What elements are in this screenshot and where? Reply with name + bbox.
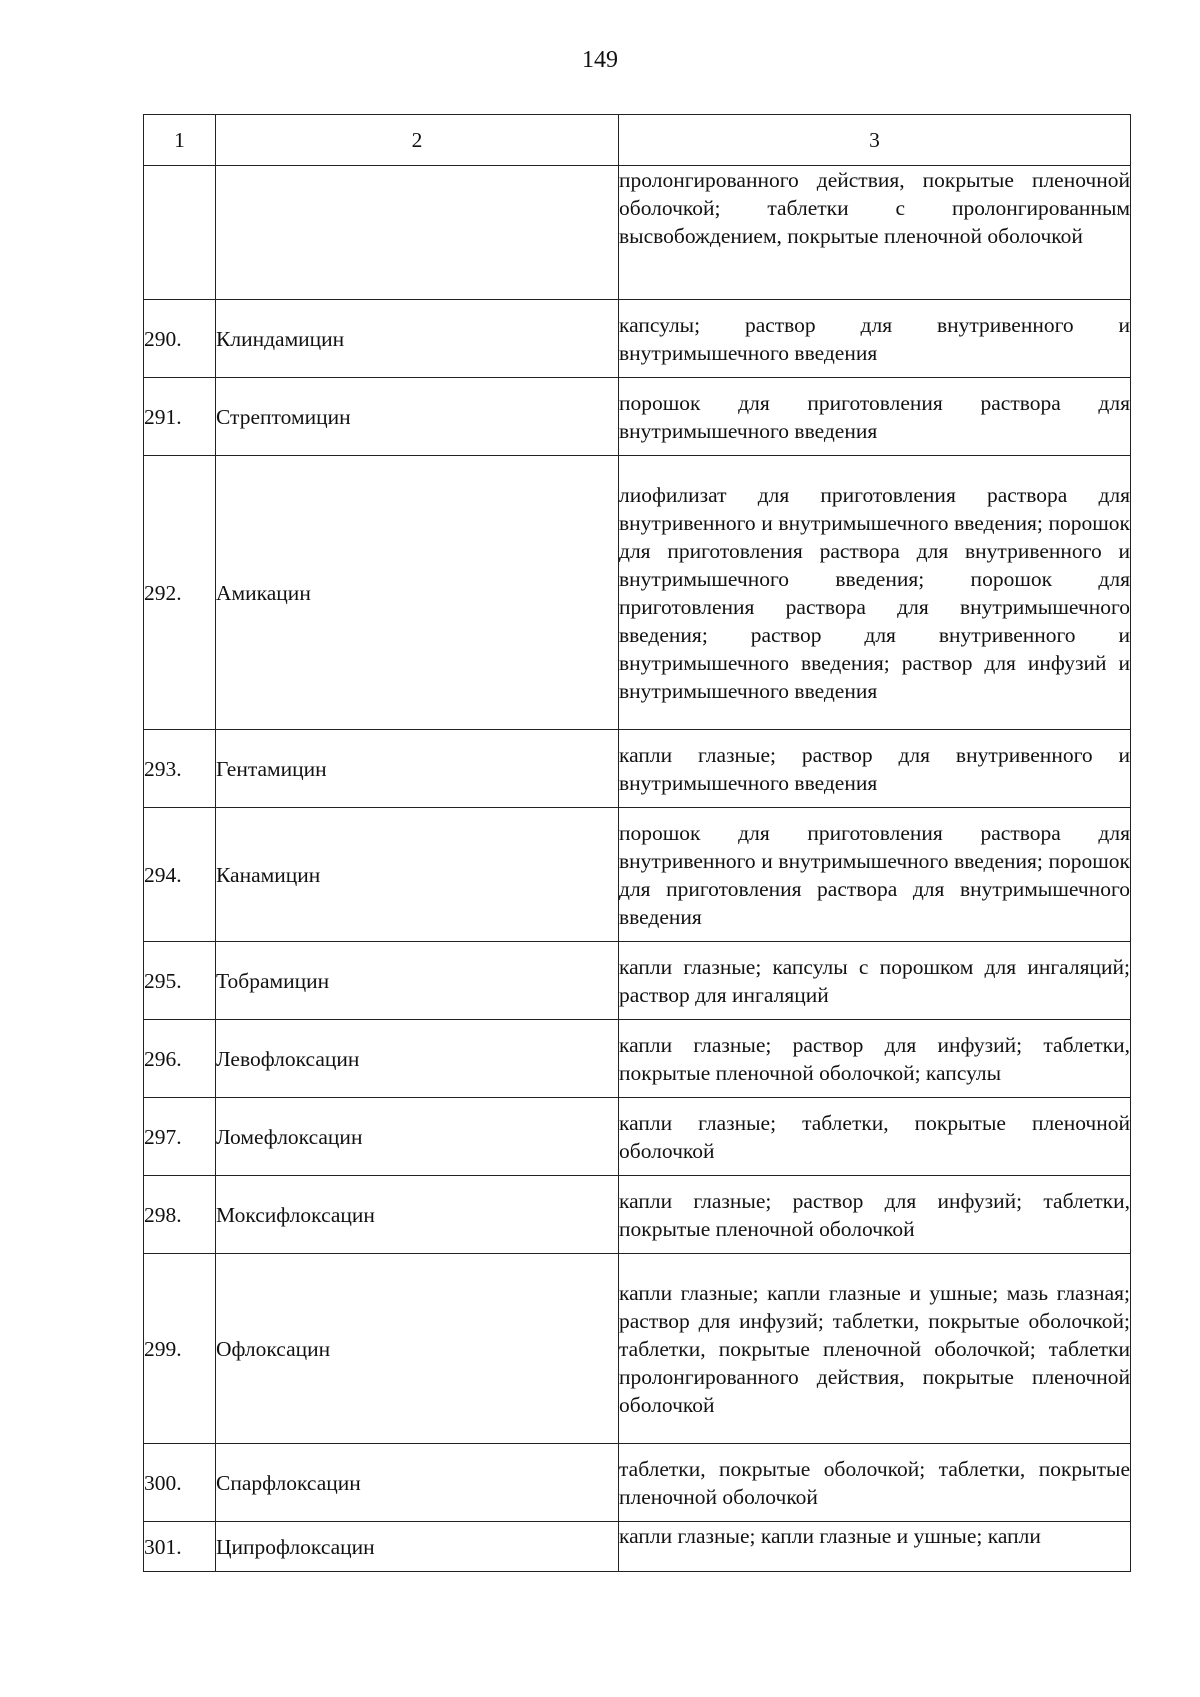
- row-number: 295.: [144, 942, 216, 1020]
- row-number: 296.: [144, 1020, 216, 1098]
- row-number: 291.: [144, 378, 216, 456]
- table-header-row: [144, 115, 1131, 166]
- dosage-form: капли глазные; раствор для инфузий; таблетки, покрытые пленочной оболочкой: [619, 1176, 1131, 1254]
- drug-name: Ломефлоксацин: [216, 1098, 619, 1176]
- table-row: [144, 942, 1131, 1020]
- row-number: 293.: [144, 730, 216, 808]
- table-row: [144, 1098, 1131, 1176]
- drug-name: Левофлоксацин: [216, 1020, 619, 1098]
- row-number: [144, 166, 216, 300]
- table-row: [144, 166, 1131, 300]
- column-header-2: 2: [216, 115, 619, 166]
- drug-name: Моксифлоксацин: [216, 1176, 619, 1254]
- row-number: 294.: [144, 808, 216, 942]
- dosage-form: капли глазные; капли глазные и ушные; мазь глазная; раствор для инфузий; таблетки, покрытые оболочкой; таблетки, покрытые пленочной оболочкой; таблетки пролонгированного действия, покрытые пленочной оболочкой: [619, 1254, 1131, 1444]
- dosage-form: пролонгированного действия, покрытые пленочной оболочкой; таблетки с пролонгированным высвобождением, покрытые пленочной оболочкой: [619, 166, 1131, 300]
- drug-name: [216, 166, 619, 300]
- row-number: 290.: [144, 300, 216, 378]
- row-number: 299.: [144, 1254, 216, 1444]
- table-row: [144, 1176, 1131, 1254]
- drug-name: Клиндамицин: [216, 300, 619, 378]
- row-number: 300.: [144, 1444, 216, 1522]
- drug-name: Ципрофлоксацин: [216, 1522, 619, 1572]
- column-header-1: 1: [144, 115, 216, 166]
- dosage-form: капли глазные; капли глазные и ушные; капли: [619, 1522, 1131, 1572]
- dosage-form: капли глазные; таблетки, покрытые пленочной оболочкой: [619, 1098, 1131, 1176]
- row-number: 292.: [144, 456, 216, 730]
- dosage-form: капли глазные; капсулы с порошком для ингаляций; раствор для ингаляций: [619, 942, 1131, 1020]
- dosage-form: капсулы; раствор для внутривенного и внутримышечного введения: [619, 300, 1131, 378]
- table-row: [144, 378, 1131, 456]
- page-number: 149: [582, 47, 618, 73]
- table-row: [144, 808, 1131, 942]
- column-header-3: 3: [619, 115, 1131, 166]
- dosage-form: порошок для приготовления раствора для внутримышечного введения: [619, 378, 1131, 456]
- table-row: [144, 300, 1131, 378]
- table-row: [144, 1254, 1131, 1444]
- drug-name: Стрептомицин: [216, 378, 619, 456]
- dosage-form: капли глазные; раствор для инфузий; таблетки, покрытые пленочной оболочкой; капсулы: [619, 1020, 1131, 1098]
- drug-name: Амикацин: [216, 456, 619, 730]
- drug-table: [143, 114, 1131, 1572]
- drug-name: Спарфлоксацин: [216, 1444, 619, 1522]
- row-number: 301.: [144, 1522, 216, 1572]
- dosage-form: таблетки, покрытые оболочкой; таблетки, покрытые пленочной оболочкой: [619, 1444, 1131, 1522]
- row-number: 297.: [144, 1098, 216, 1176]
- table-row: [144, 1020, 1131, 1098]
- drug-name: Гентамицин: [216, 730, 619, 808]
- drug-name: Тобрамицин: [216, 942, 619, 1020]
- drug-name: Канамицин: [216, 808, 619, 942]
- table-row: [144, 1444, 1131, 1522]
- table-row: [144, 456, 1131, 730]
- dosage-form: лиофилизат для приготовления раствора для внутривенного и внутримышечного введения; порошок для приготовления раствора для внутривенного и внутримышечного введения; порошок для приготовления раствора для внутримышечного введения; раствор для внутривенного и внутримышечного введения; раствор для инфузий и внутримышечного введения: [619, 456, 1131, 730]
- table-row: [144, 1522, 1131, 1572]
- table-row: [144, 730, 1131, 808]
- drug-name: Офлоксацин: [216, 1254, 619, 1444]
- dosage-form: капли глазные; раствор для внутривенного и внутримышечного введения: [619, 730, 1131, 808]
- dosage-form: порошок для приготовления раствора для внутривенного и внутримышечного введения; порошок для приготовления раствора для внутримышечного введения: [619, 808, 1131, 942]
- row-number: 298.: [144, 1176, 216, 1254]
